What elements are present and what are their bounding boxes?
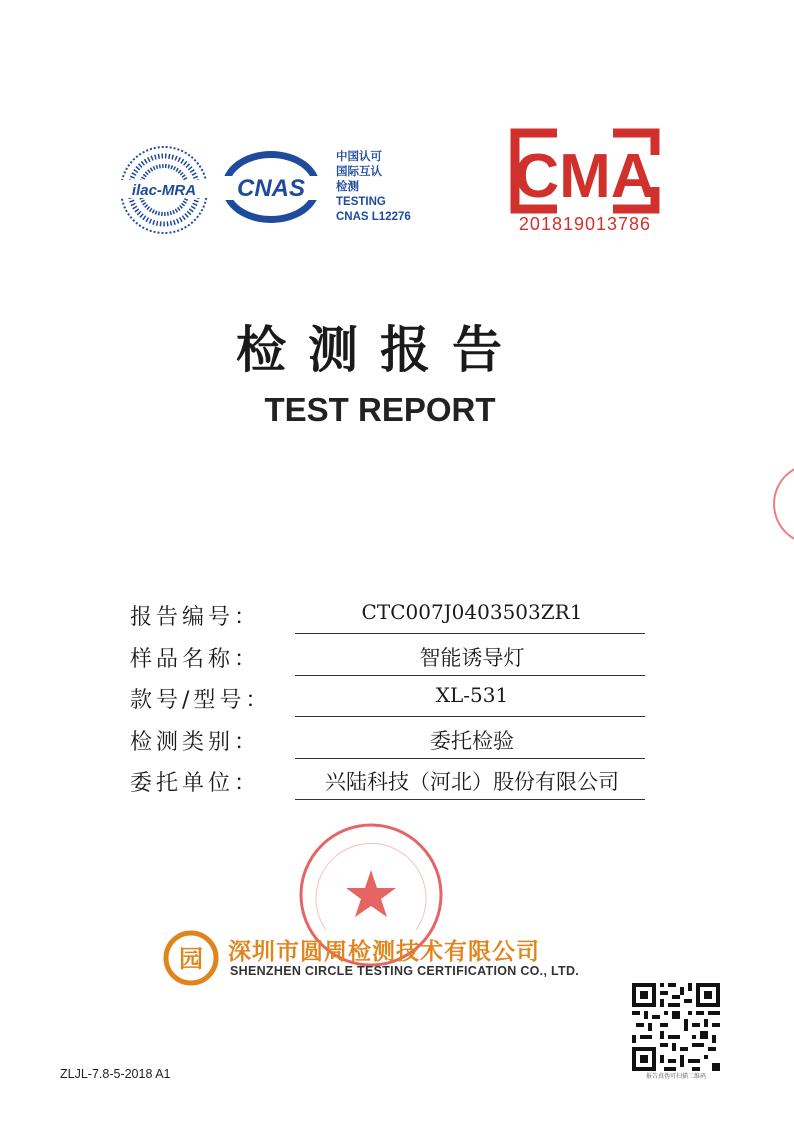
underline	[295, 758, 645, 759]
ilac-mra-logo	[118, 144, 210, 236]
cnas-line: 国际互认	[336, 166, 382, 178]
info-label: 款号/型号：	[130, 688, 272, 713]
company-name-en: SHENZHEN CIRCLE TESTING CERTIFICATION CO., LTD.	[230, 964, 580, 978]
info-label: 委托单位：	[130, 771, 261, 796]
cnas-line: CNAS L12276	[336, 211, 411, 223]
cnas-description	[336, 150, 446, 225]
report-info	[130, 596, 650, 804]
underline	[295, 633, 645, 634]
info-label: 报告编号：	[130, 605, 261, 630]
info-row-client	[130, 762, 650, 804]
underline	[295, 675, 645, 676]
underline	[295, 799, 645, 800]
info-row-model	[130, 679, 650, 721]
document-code: ZLJL-7.8-5-2018 A1	[60, 1067, 171, 1081]
company-logo-char: 园	[179, 945, 203, 973]
header-logos	[0, 0, 794, 260]
report-title-cn: 检测报告	[236, 321, 524, 379]
qr-code[interactable]	[632, 983, 720, 1071]
underline	[295, 716, 645, 717]
company-name-cn: 深圳市圆周检测技术有限公司	[228, 939, 540, 965]
model-value: XL-531	[435, 683, 509, 707]
info-row-test-category	[130, 721, 650, 763]
info-label: 检测类别：	[130, 729, 261, 755]
cma-label: CMA	[514, 142, 656, 211]
test-category-value: 委托检验	[430, 728, 514, 753]
info-row-report-number	[130, 596, 650, 638]
cnas-logo	[220, 148, 322, 226]
info-label: 样品名称：	[130, 646, 261, 672]
edge-seal	[768, 458, 794, 550]
cnas-line: 中国认可	[336, 151, 382, 163]
company-logo	[163, 930, 219, 986]
qr-caption: 报告真伪可扫描二维码	[645, 1073, 706, 1080]
cnas-line: 检测	[336, 181, 359, 193]
report-number-value: CTC007J0403503ZR1	[361, 600, 583, 624]
cnas-label: CNAS	[236, 175, 306, 202]
info-row-sample-name	[130, 638, 650, 680]
report-title-en: TEST REPORT	[264, 391, 496, 428]
cnas-line: TESTING	[336, 196, 386, 208]
star-icon	[346, 870, 396, 917]
sample-name-value: 智能诱导灯	[419, 645, 525, 670]
ilac-label: ilac-MRA	[131, 182, 197, 199]
client-value: 兴陆科技（河北）股份有限公司	[325, 770, 619, 794]
cma-number: 201819013786	[518, 214, 652, 234]
